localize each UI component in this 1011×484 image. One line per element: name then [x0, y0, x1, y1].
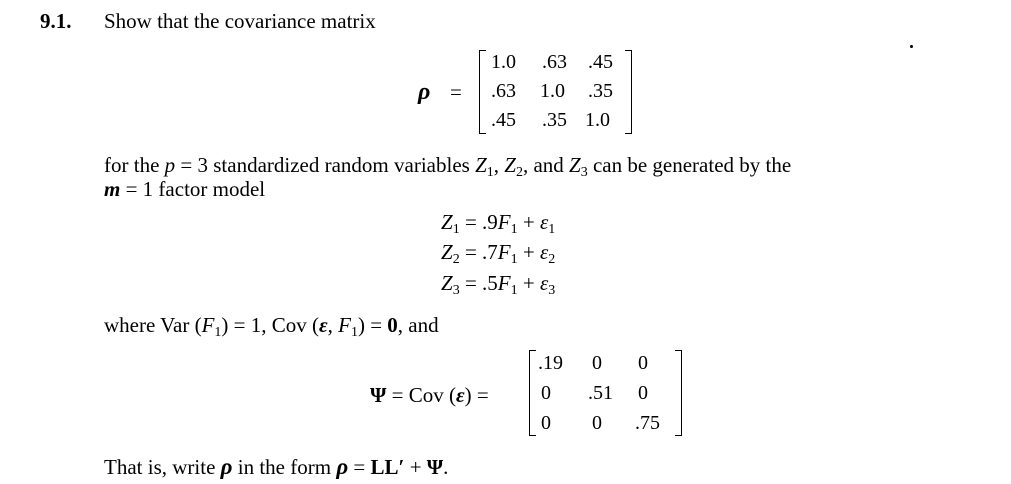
text: in the form — [232, 455, 337, 479]
sub: 3 — [580, 165, 588, 180]
psi-cell-1-1: .19 — [538, 352, 563, 374]
rho-symbol: ρ — [220, 454, 233, 479]
text: ) = — [357, 313, 388, 337]
var-z1: Z — [475, 153, 487, 177]
sub: 2 — [548, 252, 556, 267]
var-eps: ε — [455, 383, 465, 407]
rho-matrix — [475, 48, 635, 138]
psi-left-bracket — [529, 350, 536, 436]
conclusion — [104, 454, 448, 480]
text: = .5 — [459, 271, 498, 295]
problem-intro: Show that the covariance matrix — [104, 9, 376, 33]
var-m: m — [104, 177, 121, 201]
problem-number: 9.1. — [40, 9, 72, 33]
text: , and — [397, 313, 439, 337]
psi-cell-2-1: 0 — [541, 382, 551, 404]
rho-cell-1-2: .63 — [542, 51, 567, 73]
var: Z — [441, 240, 453, 264]
psi-right-bracket — [675, 350, 682, 436]
factor-eq-3 — [441, 271, 555, 296]
rho-cell-1-1: 1.0 — [491, 51, 516, 73]
psi-cell-3-3: .75 — [635, 412, 660, 434]
rho-left-bracket — [479, 50, 486, 134]
rho-equals: = — [450, 80, 462, 104]
psi-cell-2-2: .51 — [588, 382, 613, 404]
psi-symbol: Ψ — [426, 455, 444, 479]
rho-symbol: ρ — [336, 454, 349, 479]
text: , — [493, 153, 505, 177]
text: + — [404, 455, 427, 479]
var: Z — [441, 271, 453, 295]
text: + — [517, 271, 540, 295]
var: F — [497, 210, 511, 234]
ll-transpose: LL′ — [370, 455, 405, 479]
psi-symbol: Ψ — [370, 383, 387, 407]
var-z3: Z — [569, 153, 581, 177]
rho-symbol: ρ — [418, 79, 431, 105]
factor-eq-1 — [441, 210, 555, 235]
paragraph1-line1 — [104, 153, 791, 178]
sub: 1 — [452, 222, 460, 237]
var: ε — [539, 271, 549, 295]
text: , — [327, 313, 339, 337]
text: where Var ( — [104, 313, 202, 337]
text: + — [517, 240, 540, 264]
rho-cell-2-1: .63 — [491, 80, 516, 102]
rho-cell-3-1: .45 — [491, 109, 516, 131]
psi-cell-2-3: 0 — [638, 382, 648, 404]
psi-cell-1-2: 0 — [592, 352, 602, 374]
sub: 1 — [510, 222, 518, 237]
var-z2: Z — [504, 153, 516, 177]
rho-cell-3-3: 1.0 — [585, 109, 610, 131]
var: F — [497, 240, 511, 264]
var: ε — [539, 240, 549, 264]
rho-cell-3-2: .35 — [542, 109, 567, 131]
text: = Cov ( — [386, 383, 456, 407]
sub: 2 — [515, 165, 523, 180]
text: + — [517, 210, 540, 234]
text: can be generated by the — [587, 153, 792, 177]
text: = .9 — [459, 210, 498, 234]
sub: 3 — [548, 283, 556, 298]
text: ) = — [464, 383, 489, 407]
psi-cell-3-1: 0 — [541, 412, 551, 434]
rho-right-bracket — [625, 50, 632, 134]
var: F — [201, 313, 215, 337]
text: = 1 factor model — [120, 177, 266, 201]
text: ) = 1, Cov ( — [221, 313, 319, 337]
rho-cell-1-3: .45 — [588, 51, 613, 73]
psi-cell-3-2: 0 — [592, 412, 602, 434]
sub: 1 — [510, 252, 518, 267]
psi-lhs — [370, 383, 489, 408]
text: = — [348, 455, 371, 479]
var-p: p — [164, 153, 176, 177]
psi-cell-1-3: 0 — [638, 352, 648, 374]
text: . — [443, 455, 449, 479]
sub: 1 — [486, 165, 494, 180]
text: That is, write — [104, 455, 221, 479]
paragraph1-line2 — [104, 177, 265, 202]
text: = 3 standardized random variables — [175, 153, 476, 177]
sub: 2 — [452, 252, 460, 267]
sub: 1 — [350, 325, 358, 340]
rho-cell-2-2: 1.0 — [540, 80, 565, 102]
factor-eq-2 — [441, 240, 555, 265]
sub: 1 — [510, 283, 518, 298]
psi-matrix — [525, 348, 685, 440]
var: F — [338, 313, 351, 337]
text: , and — [522, 153, 570, 177]
zero-vector: 0 — [387, 313, 398, 337]
var: F — [497, 271, 511, 295]
rho-cell-2-3: .35 — [588, 80, 613, 102]
sub: 3 — [452, 283, 460, 298]
var-eps: ε — [319, 313, 328, 337]
var: Z — [441, 210, 453, 234]
sub: 1 — [214, 325, 222, 340]
var: ε — [539, 210, 549, 234]
sub: 1 — [548, 222, 556, 237]
paragraph2 — [104, 313, 439, 338]
text: for the — [104, 153, 165, 177]
text: = .7 — [459, 240, 498, 264]
stray-dot — [910, 45, 913, 48]
